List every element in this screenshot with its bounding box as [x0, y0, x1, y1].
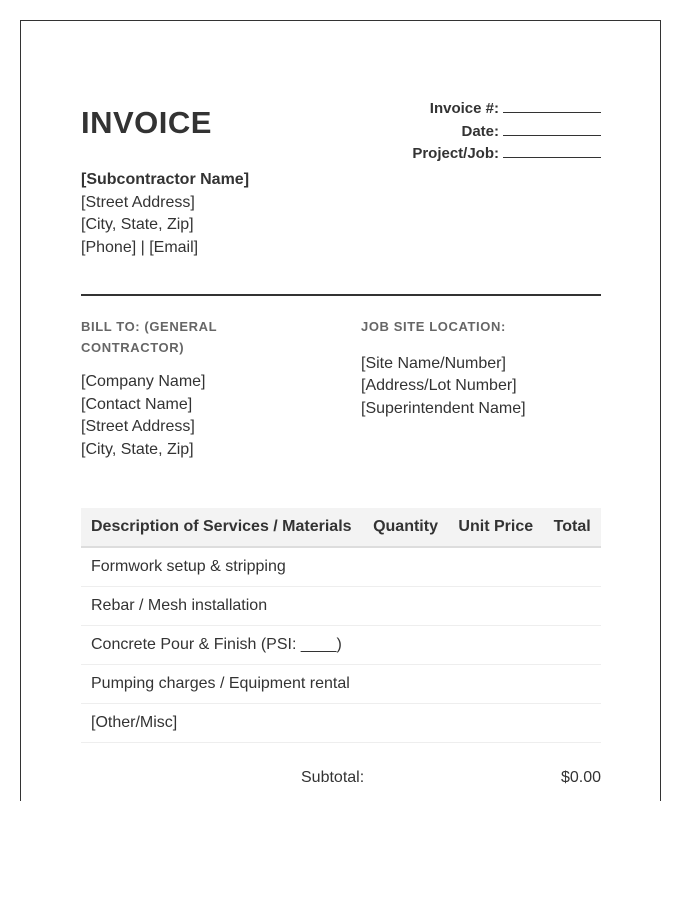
row-total [544, 665, 601, 704]
sender-block [81, 169, 249, 259]
invoice-date-row [412, 121, 601, 144]
job-site-heading: JOB SITE LOCATION: [361, 319, 506, 334]
row-description: Formwork setup & stripping [81, 547, 363, 587]
bill-to-lines [81, 371, 301, 461]
table-header-row [81, 508, 601, 547]
invoice-project-row [412, 143, 601, 166]
row-description: Rebar / Mesh installation [81, 587, 363, 626]
job-site-address: [Address/Lot Number] [361, 377, 517, 394]
header-divider [81, 294, 601, 296]
row-total [544, 547, 601, 587]
bill-to-contact: [Contact Name] [81, 395, 193, 413]
job-site-block [361, 317, 601, 420]
row-description: [Other/Misc] [81, 704, 363, 743]
row-quantity [363, 704, 448, 743]
sender-city: [City, State, Zip] [81, 216, 194, 233]
row-unit-price [448, 704, 543, 743]
row-unit-price [448, 547, 543, 587]
row-quantity [363, 547, 448, 587]
sender-name: [Subcontractor Name] [81, 171, 250, 188]
invoice-number-label: Invoice #: [429, 100, 499, 117]
column-header-quantity: Quantity [363, 508, 448, 547]
bill-to-street: [Street Address] [81, 418, 195, 435]
invoice-date-blank [503, 121, 601, 136]
job-site-lines [361, 353, 601, 421]
invoice-number-blank [503, 98, 601, 113]
column-header-total: Total [544, 508, 601, 547]
row-unit-price [448, 626, 543, 665]
invoice-project-blank [503, 143, 601, 158]
row-unit-price [448, 665, 543, 704]
row-description: Concrete Pour & Finish (PSI: ____) [81, 626, 363, 665]
invoice-date-label: Date: [461, 122, 499, 140]
table-row [81, 547, 601, 587]
row-total [544, 626, 601, 665]
column-header-unit-price: Unit Price [448, 508, 543, 547]
row-total [544, 587, 601, 626]
line-items-table [81, 508, 601, 743]
row-total [544, 704, 601, 743]
bill-to-company: [Company Name] [81, 373, 206, 390]
table-row [81, 587, 601, 626]
invoice-project-label: Project/Job: [412, 145, 499, 162]
row-description: Pumping charges / Equipment rental [81, 665, 363, 704]
row-quantity [363, 626, 448, 665]
bill-to-heading: BILL TO: (GENERAL CONTRACTOR) [81, 319, 217, 355]
invoice-meta [412, 98, 601, 166]
job-site-name: [Site Name/Number] [361, 354, 506, 372]
sender-street: [Street Address] [81, 193, 195, 211]
bill-to-city: [City, State, Zip] [81, 440, 194, 458]
row-unit-price [448, 587, 543, 626]
invoice-page [20, 20, 661, 801]
sender-contact: [Phone] | [Email] [81, 238, 199, 256]
subtotal-label: Subtotal: [301, 769, 365, 786]
table-row [81, 704, 601, 743]
table-row [81, 626, 601, 665]
table-row [81, 665, 601, 704]
job-site-superintendent: [Superintendent Name] [361, 399, 526, 417]
bill-to-block [81, 317, 301, 461]
invoice-number-row [412, 98, 601, 121]
row-quantity [363, 587, 448, 626]
row-quantity [363, 665, 448, 704]
invoice-title: INVOICE [81, 105, 212, 140]
column-header-description: Description of Services / Materials [81, 508, 363, 547]
subtotal-value: $0.00 [560, 769, 601, 786]
